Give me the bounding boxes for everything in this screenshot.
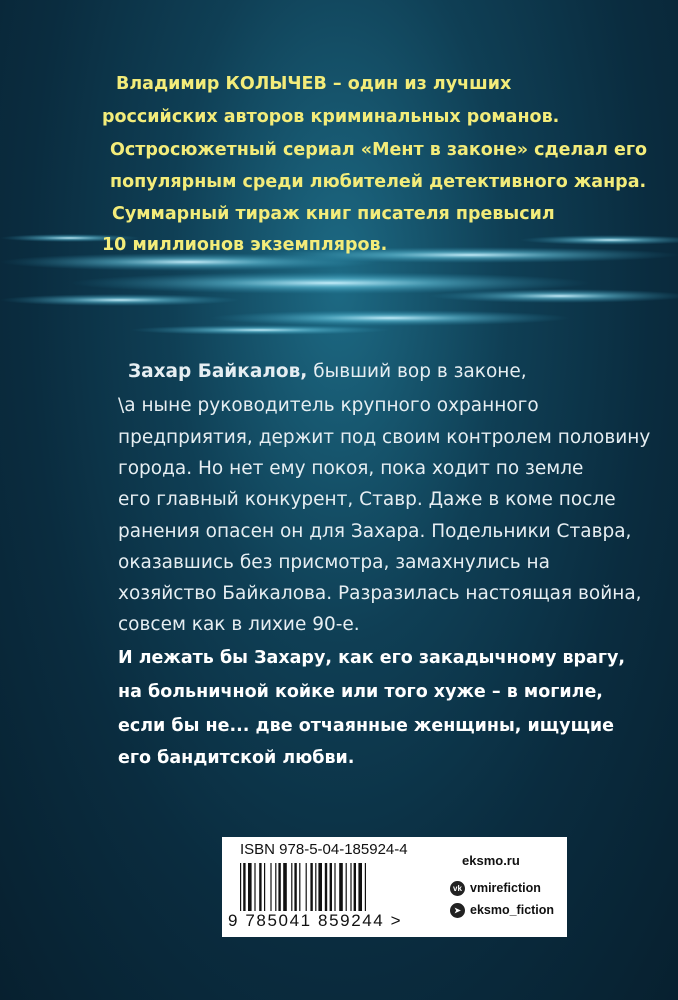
telegram-handle: eksmo_fiction bbox=[470, 903, 555, 917]
highlight-line: на больничной койке или того хуже – в могиле, bbox=[118, 682, 603, 702]
website-link[interactable]: eksmo.ru bbox=[462, 853, 520, 868]
description-line: совсем как в лихие 90-е. bbox=[118, 614, 360, 635]
description-line: города. Но нет ему покоя, пока ходит по земле bbox=[118, 458, 584, 479]
description-line: хозяйство Байкалова. Разразилась настоящая война, bbox=[118, 583, 642, 604]
description-line bbox=[128, 361, 527, 382]
social-vk[interactable] bbox=[450, 877, 562, 899]
hero-name: Захар Байкалов, bbox=[128, 361, 308, 382]
description-line: ранения опасен он для Захара. Подельники Ставра, bbox=[118, 521, 632, 542]
intro-line: Владимир КОЛЫЧЕВ – один из лучших bbox=[116, 74, 512, 94]
description-line: его главный конкурент, Ставр. Даже в коме после bbox=[118, 489, 616, 510]
intro-line: 10 миллионов экземпляров. bbox=[102, 235, 388, 255]
vk-icon: vk bbox=[450, 881, 465, 896]
intro-line: Суммарный тираж книг писателя превысил bbox=[112, 204, 555, 224]
intro-line: Остросюжетный сериал «Мент в законе» сделал его bbox=[110, 140, 648, 160]
description-line: оказавшись без присмотра, замахнулись на bbox=[118, 552, 550, 573]
vk-handle: vmirefiction bbox=[470, 881, 541, 895]
highlight-line: И лежать бы Захару, как его закадычному врагу, bbox=[118, 648, 626, 668]
description-text: бывший вор в законе, bbox=[307, 361, 527, 382]
intro-line: российских авторов криминальных романов. bbox=[102, 107, 560, 127]
description-line: \а ныне руководитель крупного охранного bbox=[118, 395, 539, 416]
barcode-panel bbox=[222, 837, 567, 937]
publisher-links bbox=[450, 849, 562, 921]
highlight-line: если бы не... две отчаянные женщины, ищущие bbox=[118, 716, 615, 736]
description-line: предприятия, держит под своим контролем половину bbox=[118, 427, 651, 448]
highlight-line: его бандитской любви. bbox=[118, 748, 355, 768]
intro-line: популярным среди любителей детективного жанра. bbox=[110, 172, 647, 192]
barcode-digits: 9 785041 859244 > bbox=[228, 911, 403, 930]
telegram-icon: ➤ bbox=[450, 903, 465, 918]
isbn-label: ISBN 978-5-04-185924-4 bbox=[240, 841, 408, 858]
social-telegram[interactable] bbox=[450, 899, 562, 921]
